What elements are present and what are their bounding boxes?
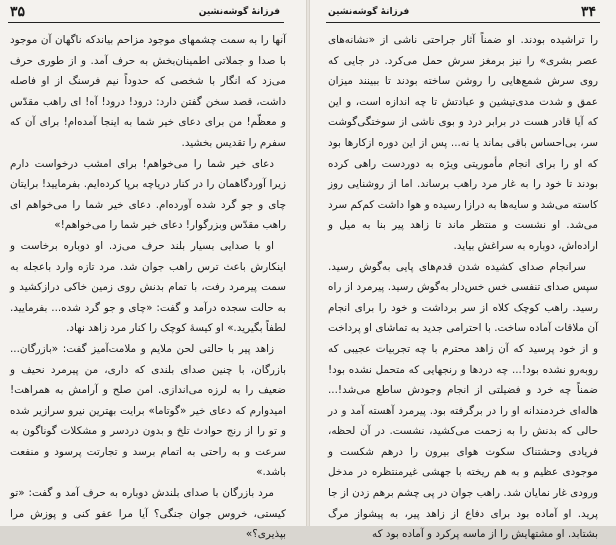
paragraph: سرانجام صدای کشیده شدن قدم‌های پایی به‌گوش رسید. سپس صدای تنفسی خس خس‌دار به‌گوش رسید. پیرمرد از راه رسید. راهب کوچک کلاه از سر برداشت و خود را برای انجام آن ملاقات آماده ساخت. با احترامی جدید به تماشای او پرداخت و از خود پرسید که آن زاهد محترم با چه تجربیات عجیبی که روبه‌رو نشده بود!... چه دردها و رنجهایی که متحمل نشده بود! ضمناً چه خرد و فضیلتی از انجام وجودش ساطع می‌شد!... هاله‌ای خردمندانه او را در برگرفته بود. پیرمرد آهسته آمد و در حالی که بدنش را به زحمت می‌کشید، نشست. در آن لحظه، فریادی وحشتناک سکوت هوای بیرون را درهم شکست و موجودی عظیم و به هم ریخته با جهشی غیرمنتظره در مدخل ورودی غار نمایان شد. راهب جوان در پی چشم برهم زدن از جا پرید. او آماده بود برای دفاع از زاهد پیر، به پیشواز مرگ بشتابد. او مشتهایش را از ماسه پرکرد و آماده بود که — [328, 260, 598, 541]
paragraph: زاهد پیر با حالتی لحن ملایم و ملامت‌آمیز گفت: «بازرگان... بازرگان، با چنین صدای بلندی که داری، من پیرمرد نحیف و ضعیف را به لرزه می‌اندازی. امن صلح و آرامش به همراهت! امیدوارم که دعای خیر «گوتاما» برایت بهترین نیرو سرازیر شده و تو را از رنج حوادث تلخ و بدون دردسر و مشکلات گوناگون به سرعت و به راحتی به اتمام برسد و تجارتت پرسود و منفعت باشد.» — [10, 342, 286, 479]
page-header — [8, 6, 284, 23]
paragraph: مرد بازرگان با صدای بلندش دوباره به حرف آمد و گفت: «تو کیستی، خروس جوان جنگی؟ آیا مرا عفو کنی و پوزش مرا بپذیری؟» — [10, 487, 286, 541]
right-page — [310, 0, 616, 541]
paragraph: دعای خیر شما را می‌خواهم! برای امشب درخواست دارم زیرا آوردگاهمان را در کنار دریاچه برپا کرده‌ایم. بفرمایید! برایتان چای و جو گرد شده آورده‌ام. دعای خیر شما را می‌خواهم ای راهب مقدّس وبزرگوار! دعای خیر شما را می‌خواهم!» — [10, 157, 286, 232]
page-body — [328, 30, 598, 541]
page-number: ۳۵ — [10, 4, 26, 20]
paragraph: آنها را به سمت چشمهای موجود مزاحم بیاندکه ناگهان آن موجود با صدا و جملاتی اطمینان‌بخش به حرف آمد. و از طوری حرف می‌زد که انگار با شخصی که حدوداً نیم فرسنگ از او فاصله داشت، قصد سخن گفتن دارد: درود! درود! آه! ای راهب مقدّس و معظّم! من برای دعای خیر شما به اینجا آمده‌ام! برای آن که سفرم را تقدیس بخشید. — [10, 34, 286, 149]
paragraph: را تراشیده بودند. او ضمناً آثار جراحتی ناشی از «نشانه‌های عصر بشری» را نیز برمغز سرش حمل می‌کرد. در جایی که روی سرش شمع‌هایی را روشن ساخته بودند تا ببینند میزان عمق و شدت مدی‌تیشین و عبادتش تا چه اندازه است، و این که آیا قادر هست در برابر درد و بوی ناشی از سوختگی‌گوشت سر، بی‌احساس باقی بماند یا نه... پس از این دوره ازکارها بود که او را برای انجام مأموریتی ویژه به دوردست راهی کرده بودند تا خود را به غار مرد راهب برساند. اما از روشنایی روز کاسته می‌شد و سایه‌ها به درازا رسیده و هوا داشت کم‌کم سرد می‌شد. او نشست و منتظر ماند تا زاهد پیر بنا به میل و اراده‌اش، دوباره به سراغش بیاید. — [328, 34, 598, 252]
page-header — [326, 6, 600, 23]
left-page — [0, 0, 306, 541]
page-number: ۳۴ — [580, 4, 596, 20]
page-body — [10, 30, 286, 541]
paragraph: او با صدایی بسیار بلند حرف می‌زد. او دوباره برخاست و اینکارش باعث ترس راهب جوان شد. مرد تازه وارد باعجله به سمت پیرمرد رفت، با تمام بدنش روی زمین خاکی درازکشید و به حالت سجده درآمد و گفت: «چای و جو گرد شده... بفرمایید. لطفاً بگیرید.» او کیسهٔ کوچک را کنار مرد زاهد نهاد. — [10, 239, 286, 335]
running-title: فرزانهٔ گوشه‌نشین — [198, 7, 280, 17]
running-title: فرزانهٔ گوشه‌نشین — [328, 7, 410, 17]
